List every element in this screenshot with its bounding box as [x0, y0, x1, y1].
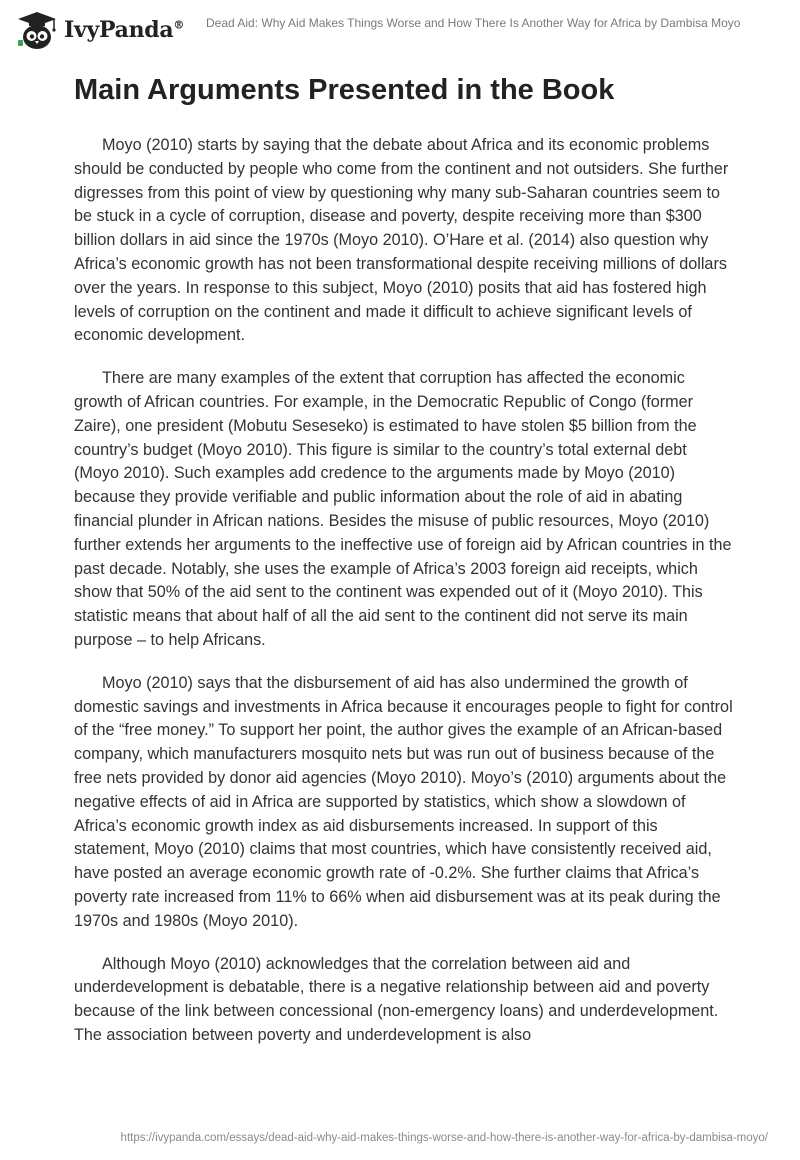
article-body — [74, 134, 734, 1067]
document-title: Dead Aid: Why Aid Makes Things Worse and How There Is Another Way for Africa by Dambisa Moyo — [206, 16, 741, 30]
site-logo[interactable] — [14, 10, 184, 50]
paragraph: Moyo (2010) starts by saying that the debate about Africa and its economic problems should be conducted by people who come from the continent and not outsiders. She further digresses from this point of view by questioning why many sub-Saharan countries seem to be stuck in a cycle of corruption, disease and poverty, despite receiving more than $300 billion dollars in aid since the 1970s (Moyo 2010). O’Hare et al. (2014) also question why Africa’s economic growth has not been transformational despite receiving millions of dollars over the years. In response to this subject, Moyo (2010) posits that aid has fostered high levels of corruption on the continent and made it difficult to achieve significant levels of economic development. — [74, 136, 729, 345]
paragraph: There are many examples of the extent that corruption has affected the economic growth of African countries. For example, in the Democratic Republic of Congo (former Zaire), one president (Mobutu Seseseko) is estimated to have stolen $5 billion from the country’s budget (Moyo 2010). This figure is similar to the country’s total external debt (Moyo 2010). Such examples add credence to the arguments made by Moyo (2010) because they provide verifiable and public information about the role of aid in abating financial plunder in African nations. Besides the misuse of public resources, Moyo (2010) further extends her arguments to the ineffective use of foreign aid by African countries in the past decade. Notably, she uses the example of Africa’s 2003 foreign aid receipts, which show that 50% of the aid sent to the continent was expended out of it (Moyo 2010). This statistic means that about half of all the aid sent to the continent did not serve its main purpose – to help Africans. — [74, 369, 732, 649]
page-header — [0, 0, 800, 60]
paragraph: Although Moyo (2010) acknowledges that the correlation between aid and underdevelopment is debatable, there is a negative relationship between aid and poverty because of the link between concessional (non-emergency loans) and underdevelopment. The association between poverty and underdevelopment is also — [74, 954, 719, 1044]
paragraph: Moyo (2010) says that the disbursement of aid has also undermined the growth of domestic savings and investments in Africa because it encourages people to fight for control of the “free money.” To support her point, the author gives the example of an African-based company, which manufacturers mosquito nets but was run out of business because of the free nets provided by donor aid agencies (Moyo 2010). Moyo’s (2010) arguments about the negative effects of aid in Africa are supported by statistics, which show a slowdown of Africa’s economic growth index as aid disbursements increased. In support of this statement, Moyo (2010) claims that most countries, which have consistently received aid, have posted an average economic growth rate of -0.2%. She further claims that Africa’s poverty rate increased from 11% to 66% when aid disbursement was at its peak during the 1970s and 1980s (Moyo 2010). — [74, 673, 733, 930]
source-url[interactable]: https://ivypanda.com/essays/dead-aid-why-aid-makes-things-worse-and-how-there-is-another-way-for-africa-by-dambisa-moyo/ — [120, 1132, 768, 1144]
brand-name: IvyPanda® — [64, 17, 185, 43]
owl-graduation-cap-icon — [14, 10, 60, 50]
section-heading: Main Arguments Presented in the Book — [74, 74, 615, 106]
